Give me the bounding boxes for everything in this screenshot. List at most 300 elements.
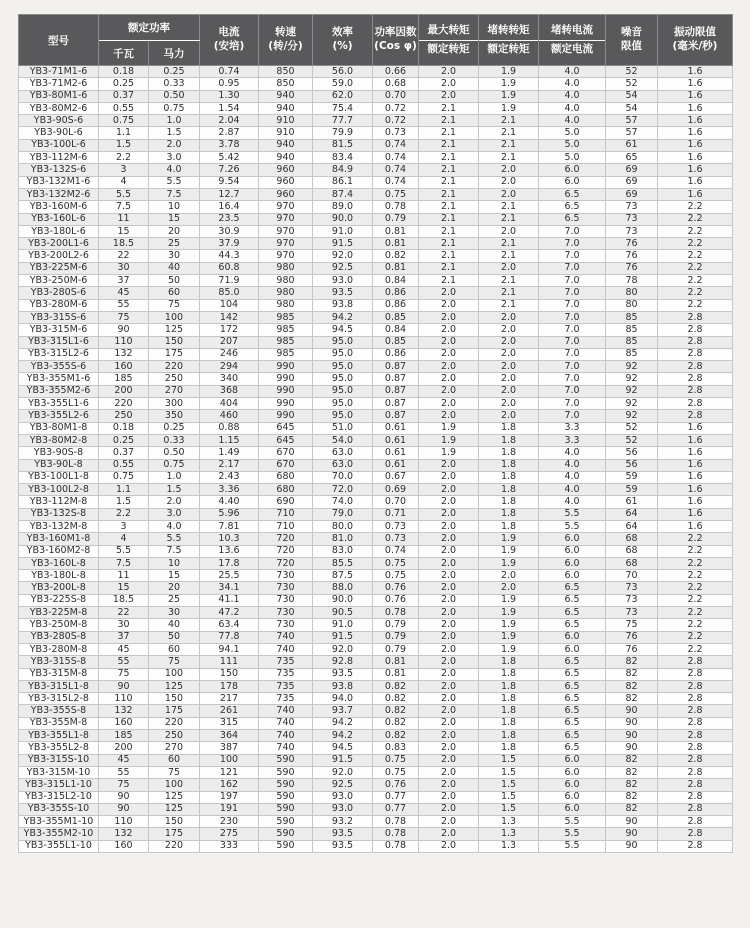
cell-speed-rpm: 980 (259, 287, 313, 299)
cell-max-torque-ratio: 2.0 (419, 619, 479, 631)
header-locked-torque-denominator: 额定转矩 (487, 42, 530, 55)
cell-locked-torque-ratio: 2.0 (479, 324, 539, 336)
header-rated-power-group: 额定功率 (99, 15, 200, 41)
cell-speed-rpm: 735 (259, 656, 313, 668)
cell-kw: 45 (99, 287, 149, 299)
cell-power-factor: 0.76 (373, 594, 419, 606)
header-max-torque-denominator: 额定转矩 (427, 42, 470, 55)
cell-model: YB3-315M-6 (19, 324, 99, 336)
cell-current-a: 34.1 (200, 582, 259, 594)
table-row (19, 115, 733, 127)
cell-efficiency-pct: 81.0 (313, 533, 373, 545)
cell-hp: 100 (149, 311, 200, 323)
cell-efficiency-pct: 95.0 (313, 410, 373, 422)
cell-efficiency-pct: 94.5 (313, 324, 373, 336)
cell-hp: 50 (149, 275, 200, 287)
cell-noise-limit: 73 (606, 582, 658, 594)
table-row (19, 508, 733, 520)
cell-current-a: 85.0 (200, 287, 259, 299)
cell-noise-limit: 80 (606, 287, 658, 299)
cell-efficiency-pct: 95.0 (313, 398, 373, 410)
cell-current-a: 100 (200, 754, 259, 766)
cell-efficiency-pct: 93.0 (313, 275, 373, 287)
cell-locked-current-ratio: 6.5 (539, 742, 606, 754)
cell-model: YB3-80M1-6 (19, 90, 99, 102)
header-max-torque-numerator: 最大转矩 (427, 24, 470, 37)
cell-speed-rpm: 730 (259, 607, 313, 619)
cell-noise-limit: 59 (606, 471, 658, 483)
cell-speed-rpm: 590 (259, 828, 313, 840)
cell-max-torque-ratio: 2.1 (419, 176, 479, 188)
cell-hp: 0.25 (149, 66, 200, 78)
header-efficiency-line2: (%) (332, 40, 353, 52)
cell-efficiency-pct: 59.0 (313, 78, 373, 90)
cell-kw: 18.5 (99, 594, 149, 606)
cell-noise-limit: 69 (606, 176, 658, 188)
cell-power-factor: 0.87 (373, 410, 419, 422)
cell-power-factor: 0.74 (373, 545, 419, 557)
cell-hp: 3.0 (149, 152, 200, 164)
cell-locked-current-ratio: 6.5 (539, 705, 606, 717)
cell-power-factor: 0.76 (373, 779, 419, 791)
cell-locked-torque-ratio: 1.8 (479, 496, 539, 508)
cell-noise-limit: 73 (606, 607, 658, 619)
cell-noise-limit: 82 (606, 680, 658, 692)
cell-max-torque-ratio: 2.1 (419, 188, 479, 200)
cell-power-factor: 0.75 (373, 557, 419, 569)
table-row (19, 447, 733, 459)
cell-noise-limit: 85 (606, 336, 658, 348)
cell-max-torque-ratio: 2.0 (419, 373, 479, 385)
cell-max-torque-ratio: 1.9 (419, 447, 479, 459)
cell-efficiency-pct: 94.2 (313, 730, 373, 742)
cell-current-a: 16.4 (200, 201, 259, 213)
cell-kw: 7.5 (99, 557, 149, 569)
cell-model: YB3-355M2-6 (19, 385, 99, 397)
table-row (19, 582, 733, 594)
table-row (19, 520, 733, 532)
cell-model: YB3-355S-6 (19, 361, 99, 373)
cell-locked-current-ratio: 6.0 (539, 643, 606, 655)
cell-kw: 75 (99, 668, 149, 680)
cell-model: YB3-71M2-6 (19, 78, 99, 90)
cell-power-factor: 0.61 (373, 459, 419, 471)
cell-locked-current-ratio: 3.3 (539, 422, 606, 434)
cell-speed-rpm: 940 (259, 102, 313, 114)
table-row (19, 594, 733, 606)
cell-locked-torque-ratio: 1.5 (479, 766, 539, 778)
cell-kw: 55 (99, 656, 149, 668)
cell-vibration-limit: 2.2 (658, 262, 733, 274)
cell-vibration-limit: 2.8 (658, 348, 733, 360)
cell-vibration-limit: 2.2 (658, 545, 733, 557)
cell-max-torque-ratio: 1.9 (419, 422, 479, 434)
cell-kw: 15 (99, 582, 149, 594)
header-power-factor-line1: 功率因数 (374, 26, 417, 39)
header-power-factor (373, 15, 419, 66)
cell-model: YB3-355L2-8 (19, 742, 99, 754)
cell-locked-torque-ratio: 2.1 (479, 299, 539, 311)
cell-vibration-limit: 1.6 (658, 434, 733, 446)
cell-current-a: 1.54 (200, 102, 259, 114)
cell-max-torque-ratio: 2.0 (419, 508, 479, 520)
cell-locked-current-ratio: 7.0 (539, 410, 606, 422)
header-speed-line2: (转/分) (268, 40, 303, 52)
cell-max-torque-ratio: 2.1 (419, 201, 479, 213)
header-noise-line2: 限值 (621, 40, 642, 52)
cell-noise-limit: 82 (606, 779, 658, 791)
cell-max-torque-ratio: 2.0 (419, 557, 479, 569)
cell-locked-torque-ratio: 1.9 (479, 66, 539, 78)
cell-locked-torque-ratio: 1.9 (479, 533, 539, 545)
cell-locked-current-ratio: 7.0 (539, 361, 606, 373)
table-row (19, 459, 733, 471)
cell-vibration-limit: 1.6 (658, 496, 733, 508)
cell-locked-torque-ratio: 1.8 (479, 693, 539, 705)
cell-vibration-limit: 2.2 (658, 582, 733, 594)
cell-vibration-limit: 1.6 (658, 484, 733, 496)
cell-hp: 40 (149, 619, 200, 631)
cell-power-factor: 0.61 (373, 434, 419, 446)
cell-locked-torque-ratio: 2.0 (479, 311, 539, 323)
cell-current-a: 162 (200, 779, 259, 791)
cell-hp: 100 (149, 668, 200, 680)
cell-speed-rpm: 990 (259, 398, 313, 410)
cell-locked-current-ratio: 6.5 (539, 668, 606, 680)
cell-locked-torque-ratio: 2.0 (479, 176, 539, 188)
cell-vibration-limit: 2.8 (658, 742, 733, 754)
cell-noise-limit: 76 (606, 631, 658, 643)
cell-speed-rpm: 970 (259, 201, 313, 213)
cell-hp: 125 (149, 324, 200, 336)
cell-model: YB3-132M-8 (19, 520, 99, 532)
cell-efficiency-pct: 92.5 (313, 779, 373, 791)
cell-max-torque-ratio: 2.0 (419, 828, 479, 840)
cell-kw: 30 (99, 619, 149, 631)
cell-power-factor: 0.86 (373, 287, 419, 299)
cell-efficiency-pct: 90.0 (313, 594, 373, 606)
cell-kw: 90 (99, 680, 149, 692)
cell-noise-limit: 52 (606, 78, 658, 90)
cell-model: YB3-160L-6 (19, 213, 99, 225)
cell-max-torque-ratio: 2.1 (419, 102, 479, 114)
header-kw: 千瓦 (99, 41, 149, 66)
cell-locked-torque-ratio: 1.8 (479, 705, 539, 717)
cell-current-a: 47.2 (200, 607, 259, 619)
cell-noise-limit: 90 (606, 705, 658, 717)
table-row (19, 631, 733, 643)
cell-model: YB3-315L1-8 (19, 680, 99, 692)
cell-current-a: 37.9 (200, 238, 259, 250)
cell-kw: 0.75 (99, 471, 149, 483)
cell-current-a: 7.26 (200, 164, 259, 176)
cell-model: YB3-180L-6 (19, 225, 99, 237)
cell-efficiency-pct: 95.0 (313, 348, 373, 360)
cell-locked-torque-ratio: 2.1 (479, 238, 539, 250)
cell-model: YB3-355L1-10 (19, 840, 99, 852)
cell-current-a: 94.1 (200, 643, 259, 655)
cell-kw: 18.5 (99, 238, 149, 250)
cell-locked-torque-ratio: 1.8 (479, 717, 539, 729)
table-row (19, 766, 733, 778)
cell-noise-limit: 64 (606, 520, 658, 532)
cell-noise-limit: 57 (606, 127, 658, 139)
cell-current-a: 7.81 (200, 520, 259, 532)
cell-locked-current-ratio: 6.5 (539, 730, 606, 742)
cell-model: YB3-250M-6 (19, 275, 99, 287)
cell-max-torque-ratio: 2.0 (419, 582, 479, 594)
cell-max-torque-ratio: 2.0 (419, 680, 479, 692)
cell-power-factor: 0.70 (373, 90, 419, 102)
table-body (19, 66, 733, 853)
cell-max-torque-ratio: 2.0 (419, 668, 479, 680)
cell-kw: 22 (99, 607, 149, 619)
header-efficiency (313, 15, 373, 66)
cell-efficiency-pct: 83.4 (313, 152, 373, 164)
cell-locked-torque-ratio: 1.8 (479, 668, 539, 680)
cell-current-a: 2.87 (200, 127, 259, 139)
cell-current-a: 275 (200, 828, 259, 840)
cell-current-a: 44.3 (200, 250, 259, 262)
cell-vibration-limit: 2.8 (658, 361, 733, 373)
cell-vibration-limit: 2.8 (658, 324, 733, 336)
cell-model: YB3-355L2-6 (19, 410, 99, 422)
cell-kw: 7.5 (99, 201, 149, 213)
cell-hp: 150 (149, 816, 200, 828)
cell-current-a: 246 (200, 348, 259, 360)
cell-speed-rpm: 990 (259, 385, 313, 397)
cell-noise-limit: 68 (606, 557, 658, 569)
cell-max-torque-ratio: 2.1 (419, 262, 479, 274)
cell-kw: 132 (99, 348, 149, 360)
cell-efficiency-pct: 94.5 (313, 742, 373, 754)
cell-efficiency-pct: 87.5 (313, 570, 373, 582)
motor-spec-table (18, 14, 733, 853)
cell-vibration-limit: 2.2 (658, 201, 733, 213)
cell-max-torque-ratio: 2.0 (419, 742, 479, 754)
cell-max-torque-ratio: 2.0 (419, 840, 479, 852)
cell-current-a: 121 (200, 766, 259, 778)
table-row (19, 742, 733, 754)
cell-kw: 90 (99, 791, 149, 803)
table-row (19, 213, 733, 225)
cell-vibration-limit: 2.8 (658, 693, 733, 705)
header-locked-current-ratio (539, 15, 606, 66)
cell-vibration-limit: 2.8 (658, 717, 733, 729)
cell-noise-limit: 73 (606, 213, 658, 225)
table-row (19, 311, 733, 323)
table-row (19, 398, 733, 410)
cell-locked-current-ratio: 7.0 (539, 238, 606, 250)
cell-power-factor: 0.74 (373, 176, 419, 188)
table-row (19, 225, 733, 237)
cell-current-a: 60.8 (200, 262, 259, 274)
cell-noise-limit: 92 (606, 373, 658, 385)
cell-vibration-limit: 2.2 (658, 275, 733, 287)
cell-hp: 220 (149, 840, 200, 852)
cell-current-a: 25.5 (200, 570, 259, 582)
cell-model: YB3-180L-8 (19, 570, 99, 582)
cell-kw: 55 (99, 766, 149, 778)
cell-power-factor: 0.72 (373, 115, 419, 127)
header-speed (259, 15, 313, 66)
cell-locked-torque-ratio: 1.8 (479, 656, 539, 668)
cell-model: YB3-355S-8 (19, 705, 99, 717)
cell-hp: 0.75 (149, 459, 200, 471)
cell-power-factor: 0.82 (373, 693, 419, 705)
cell-hp: 20 (149, 582, 200, 594)
cell-current-a: 387 (200, 742, 259, 754)
cell-hp: 220 (149, 717, 200, 729)
cell-vibration-limit: 1.6 (658, 102, 733, 114)
cell-power-factor: 0.69 (373, 484, 419, 496)
cell-power-factor: 0.73 (373, 520, 419, 532)
cell-hp: 20 (149, 225, 200, 237)
cell-speed-rpm: 590 (259, 840, 313, 852)
cell-model: YB3-355M-8 (19, 717, 99, 729)
cell-power-factor: 0.75 (373, 188, 419, 200)
cell-kw: 0.25 (99, 434, 149, 446)
cell-hp: 10 (149, 557, 200, 569)
cell-current-a: 230 (200, 816, 259, 828)
cell-max-torque-ratio: 2.0 (419, 299, 479, 311)
cell-locked-current-ratio: 6.5 (539, 693, 606, 705)
cell-noise-limit: 85 (606, 311, 658, 323)
cell-noise-limit: 85 (606, 348, 658, 360)
table-row (19, 656, 733, 668)
cell-speed-rpm: 680 (259, 471, 313, 483)
cell-speed-rpm: 970 (259, 213, 313, 225)
cell-locked-torque-ratio: 1.9 (479, 643, 539, 655)
cell-efficiency-pct: 93.5 (313, 840, 373, 852)
cell-hp: 75 (149, 766, 200, 778)
cell-vibration-limit: 2.2 (658, 643, 733, 655)
cell-model: YB3-71M1-6 (19, 66, 99, 78)
cell-model: YB3-315M-10 (19, 766, 99, 778)
cell-model: YB3-200L1-6 (19, 238, 99, 250)
cell-model: YB3-355M1-6 (19, 373, 99, 385)
cell-efficiency-pct: 63.0 (313, 459, 373, 471)
cell-model: YB3-160M2-8 (19, 545, 99, 557)
cell-locked-torque-ratio: 2.0 (479, 225, 539, 237)
cell-kw: 22 (99, 250, 149, 262)
cell-current-a: 217 (200, 693, 259, 705)
cell-kw: 45 (99, 643, 149, 655)
cell-efficiency-pct: 92.5 (313, 262, 373, 274)
cell-current-a: 2.43 (200, 471, 259, 483)
cell-noise-limit: 61 (606, 496, 658, 508)
cell-locked-torque-ratio: 2.0 (479, 348, 539, 360)
cell-power-factor: 0.77 (373, 803, 419, 815)
cell-max-torque-ratio: 2.1 (419, 250, 479, 262)
cell-model: YB3-100L1-8 (19, 471, 99, 483)
cell-noise-limit: 82 (606, 791, 658, 803)
cell-noise-limit: 54 (606, 102, 658, 114)
cell-current-a: 142 (200, 311, 259, 323)
cell-locked-current-ratio: 4.0 (539, 447, 606, 459)
cell-locked-torque-ratio: 1.8 (479, 422, 539, 434)
cell-locked-torque-ratio: 1.9 (479, 631, 539, 643)
cell-locked-torque-ratio: 2.1 (479, 127, 539, 139)
cell-model: YB3-355S-10 (19, 803, 99, 815)
cell-locked-current-ratio: 5.0 (539, 152, 606, 164)
cell-speed-rpm: 670 (259, 447, 313, 459)
cell-current-a: 0.74 (200, 66, 259, 78)
cell-noise-limit: 78 (606, 275, 658, 287)
cell-speed-rpm: 740 (259, 631, 313, 643)
cell-max-torque-ratio: 2.0 (419, 459, 479, 471)
cell-kw: 0.25 (99, 78, 149, 90)
cell-power-factor: 0.76 (373, 582, 419, 594)
cell-power-factor: 0.61 (373, 447, 419, 459)
cell-current-a: 2.17 (200, 459, 259, 471)
cell-speed-rpm: 645 (259, 422, 313, 434)
cell-locked-current-ratio: 6.0 (539, 164, 606, 176)
cell-efficiency-pct: 93.5 (313, 287, 373, 299)
cell-max-torque-ratio: 2.0 (419, 594, 479, 606)
cell-power-factor: 0.74 (373, 152, 419, 164)
cell-power-factor: 0.79 (373, 619, 419, 631)
cell-kw: 220 (99, 398, 149, 410)
cell-kw: 11 (99, 213, 149, 225)
cell-max-torque-ratio: 2.0 (419, 730, 479, 742)
cell-speed-rpm: 670 (259, 459, 313, 471)
cell-efficiency-pct: 63.0 (313, 447, 373, 459)
cell-current-a: 3.78 (200, 139, 259, 151)
table-row (19, 422, 733, 434)
table-row (19, 176, 733, 188)
cell-noise-limit: 90 (606, 840, 658, 852)
cell-model: YB3-200L2-6 (19, 250, 99, 262)
cell-efficiency-pct: 80.0 (313, 520, 373, 532)
cell-power-factor: 0.68 (373, 78, 419, 90)
cell-hp: 4.0 (149, 520, 200, 532)
cell-locked-current-ratio: 6.0 (539, 176, 606, 188)
cell-max-torque-ratio: 2.0 (419, 643, 479, 655)
cell-efficiency-pct: 75.4 (313, 102, 373, 114)
cell-kw: 160 (99, 840, 149, 852)
cell-locked-torque-ratio: 2.1 (479, 213, 539, 225)
cell-locked-torque-ratio: 1.9 (479, 78, 539, 90)
cell-kw: 1.5 (99, 496, 149, 508)
cell-speed-rpm: 850 (259, 78, 313, 90)
cell-hp: 0.50 (149, 90, 200, 102)
table-row (19, 545, 733, 557)
cell-power-factor: 0.86 (373, 348, 419, 360)
cell-speed-rpm: 720 (259, 545, 313, 557)
cell-power-factor: 0.81 (373, 238, 419, 250)
cell-max-torque-ratio: 2.0 (419, 311, 479, 323)
cell-locked-torque-ratio: 1.8 (479, 471, 539, 483)
cell-vibration-limit: 1.6 (658, 90, 733, 102)
cell-vibration-limit: 2.8 (658, 410, 733, 422)
cell-speed-rpm: 735 (259, 668, 313, 680)
cell-locked-current-ratio: 4.0 (539, 115, 606, 127)
cell-speed-rpm: 940 (259, 90, 313, 102)
cell-speed-rpm: 985 (259, 311, 313, 323)
cell-current-a: 0.88 (200, 422, 259, 434)
table-row (19, 570, 733, 582)
table-row (19, 840, 733, 852)
cell-vibration-limit: 2.8 (658, 656, 733, 668)
cell-locked-torque-ratio: 2.1 (479, 139, 539, 151)
cell-model: YB3-315S-6 (19, 311, 99, 323)
cell-power-factor: 0.79 (373, 631, 419, 643)
cell-speed-rpm: 980 (259, 275, 313, 287)
cell-locked-current-ratio: 6.0 (539, 631, 606, 643)
cell-locked-torque-ratio: 1.8 (479, 730, 539, 742)
table-header (19, 15, 733, 66)
